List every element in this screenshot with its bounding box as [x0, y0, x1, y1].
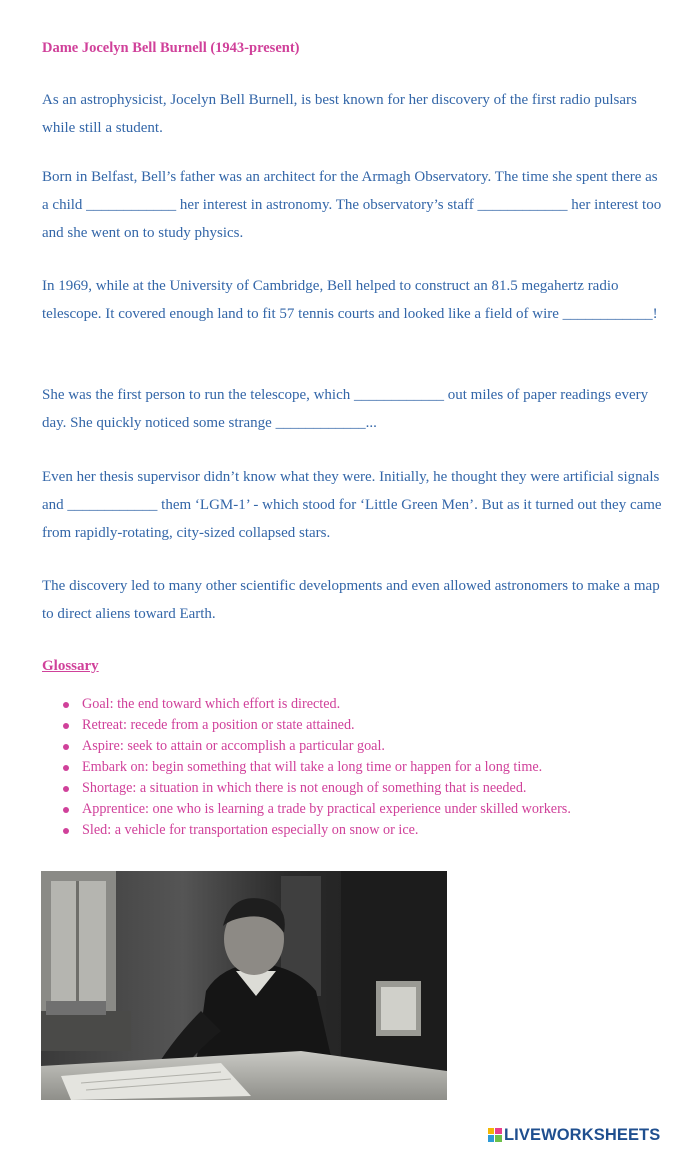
brand-label: LIVEWORKSHEETS [504, 1126, 661, 1144]
paragraph-2-text-b: her interest in astronomy. The observatory’s staff [176, 197, 478, 213]
page-title: Dame Jocelyn Bell Burnell (1943-present) [42, 40, 300, 56]
paragraph-5-text-b: them ‘LGM-1’ - which stood for ‘Little Green Men’. But as it turned out they came from rapidly-rotating, city-sized collapsed stars. [42, 497, 662, 541]
historical-photo [41, 871, 447, 1100]
fill-in-blank-5[interactable]: ____________ [275, 415, 366, 431]
paragraph-2 [42, 163, 667, 247]
fill-in-blank-4[interactable]: ____________ [354, 387, 445, 403]
paragraph-2-text-c: her interest too and she went on to study physics. [42, 197, 662, 241]
fill-in-blank-6[interactable]: ____________ [67, 497, 158, 513]
glossary-item: Apprentice: one who is learning a trade by practical experience under skilled workers. [82, 799, 700, 820]
paragraph-4-text-a: She was the first person to run the telescope, which [42, 387, 355, 403]
glossary-item: Sled: a vehicle for transportation especially on snow or ice. [82, 820, 700, 841]
paragraph-4-text-b: out miles of paper readings every day. She quickly noticed some strange [42, 387, 649, 431]
paragraph-1 [42, 86, 667, 142]
paragraph-3-text-a: In 1969, while at the University of Cambridge, Bell helped to construct an 81.5 megahertz radio telescope. It covered enough land to fit 57 tennis courts and looked like a field of wire [42, 278, 619, 322]
paragraph-2-text-a: Born in Belfast, Bell’s father was an architect for the Armagh Observatory. The time she spent there as a child [42, 169, 658, 213]
glossary-title: Glossary [42, 658, 99, 674]
paragraph-1-text: As an astrophysicist, Jocelyn Bell Burnell, is best known for her discovery of the first radio pulsars while still a student. [42, 92, 637, 136]
glossary-item: Retreat: recede from a position or state attained. [82, 715, 700, 736]
paragraph-3-text-b: ! [652, 306, 658, 322]
paragraph-5-text-a: Even her thesis supervisor didn’t know what they were. Initially, he thought they were artificial signals and [42, 469, 660, 513]
glossary-item: Embark on: begin something that will take a long time or happen for a long time. [82, 757, 700, 778]
photo-illustration [41, 871, 447, 1100]
paragraph-4-text-c: ... [365, 415, 377, 431]
paragraph-5 [42, 463, 667, 547]
glossary-list [42, 694, 700, 841]
fill-in-blank-3[interactable]: ____________ [562, 306, 653, 322]
paragraph-6 [42, 572, 667, 628]
glossary-item: Aspire: seek to attain or accomplish a particular goal. [82, 736, 700, 757]
glossary-item: Goal: the end toward which effort is directed. [82, 694, 700, 715]
fill-in-blank-2[interactable]: ____________ [477, 197, 568, 213]
paragraph-3 [42, 272, 667, 328]
paragraph-6-text: The discovery led to many other scientific developments and even allowed astronomers to make a map to direct aliens toward Earth. [42, 578, 660, 622]
liveworksheets-logo-icon [488, 1128, 502, 1142]
paragraph-4 [42, 381, 667, 437]
fill-in-blank-1[interactable]: ____________ [86, 197, 177, 213]
glossary-item: Shortage: a situation in which there is not enough of something that is needed. [82, 778, 700, 799]
